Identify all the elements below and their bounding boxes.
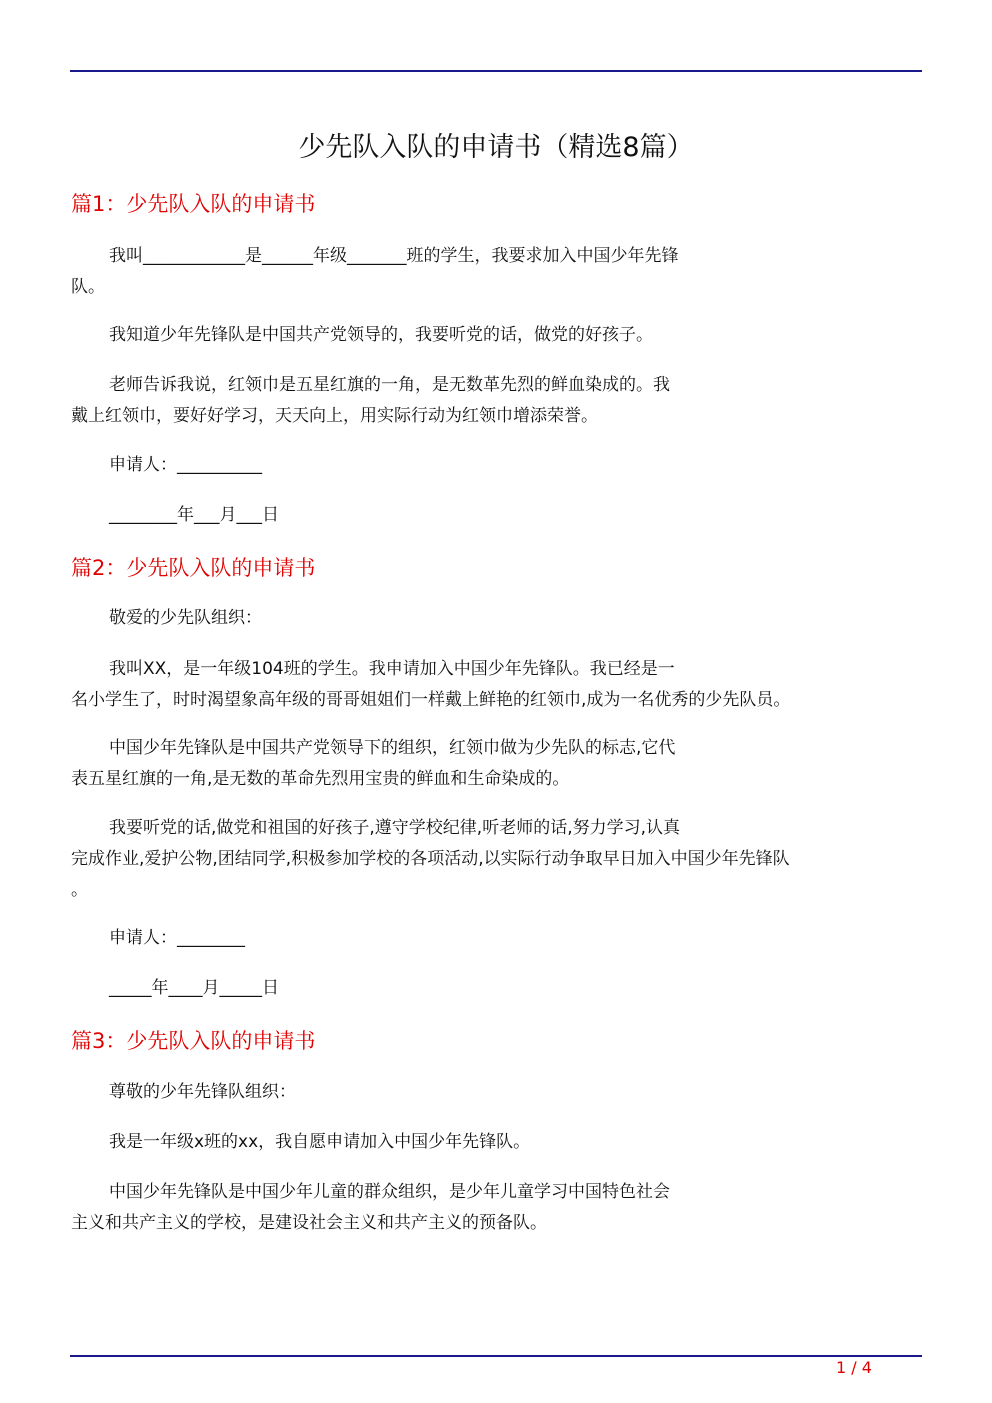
paragraph (71, 813, 916, 906)
text-line: 我知道少年先锋队是中国共产党领导的，我要听党的话，做党的好孩子。 (109, 325, 653, 345)
text-line: 敬爱的少先队组织： (109, 608, 262, 628)
paragraph (71, 1077, 916, 1108)
section-heading: 篇3：少先队入队的申请书 (71, 1029, 316, 1053)
section-heading: 篇2：少先队入队的申请书 (71, 556, 316, 580)
text-line: 我是一年级x班的xx，我自愿申请加入中国少年先锋队。 (109, 1132, 531, 1152)
paragraph (71, 450, 916, 481)
text-line: 老师告诉我说，红领巾是五星红旗的一角，是无数革先烈的鲜血染成的。我 (109, 375, 670, 395)
text-line: 完成作业,爱护公物,团结同学,积极参加学校的各项活动,以实际行动争取早日加入中国少年先锋队 (71, 849, 790, 869)
text-line: 尊敬的少年先锋队组织： (109, 1082, 296, 1102)
text-line: 戴上红领巾，要好好学习，天天向上，用实际行动为红领巾增添荣誉。 (71, 406, 598, 426)
text-line: 中国少年先锋队是中国少年儿童的群众组织，是少年儿童学习中国特色社会 (109, 1182, 670, 1202)
paragraph (71, 654, 916, 716)
text-line: 表五星红旗的一角,是无数的革命先烈用宝贵的鲜血和生命染成的。 (71, 769, 570, 789)
page-number: 1 / 4 (836, 1358, 872, 1377)
text-line: 。 (71, 880, 88, 900)
text-line: 名小学生了，时时渴望象高年级的哥哥姐姐们一样戴上鲜艳的红领巾,成为一名优秀的少先队员。 (71, 690, 791, 710)
paragraph (71, 370, 916, 432)
text-line: 申请人：________ (109, 928, 245, 948)
paragraph (71, 241, 916, 303)
text-line: 主义和共产主义的学校，是建设社会主义和共产主义的预备队。 (71, 1213, 547, 1233)
section-heading: 篇1：少先队入队的申请书 (71, 192, 316, 216)
document-title: 少先队入队的申请书（精选8篇） (298, 132, 694, 163)
paragraph (71, 1177, 916, 1239)
text-line: 申请人：__________ (109, 455, 262, 475)
paragraph (71, 733, 916, 795)
paragraph (71, 603, 916, 634)
paragraph (71, 1127, 916, 1158)
text-line: 中国少年先锋队是中国共产党领导下的组织，红领巾做为少先队的标志,它代 (109, 738, 676, 758)
paragraph (71, 923, 916, 954)
text-line: 我要听党的话,做党和祖国的好孩子,遵守学校纪律,听老师的话,努力学习,认真 (109, 818, 681, 838)
text-line: 队。 (71, 277, 105, 297)
header-rule (70, 70, 922, 72)
text-line: _____年____月_____日 (109, 978, 279, 998)
text-line: ________年___月___日 (109, 505, 279, 525)
text-line: 我叫____________是______年级_______班的学生，我要求加入中国少年先锋 (109, 246, 679, 266)
paragraph (71, 973, 916, 1004)
paragraph (71, 500, 916, 531)
paragraph (71, 320, 916, 351)
text-line: 我叫XX，是一年级104班的学生。我申请加入中国少年先锋队。我已经是一 (109, 659, 675, 679)
footer-rule (70, 1355, 922, 1357)
